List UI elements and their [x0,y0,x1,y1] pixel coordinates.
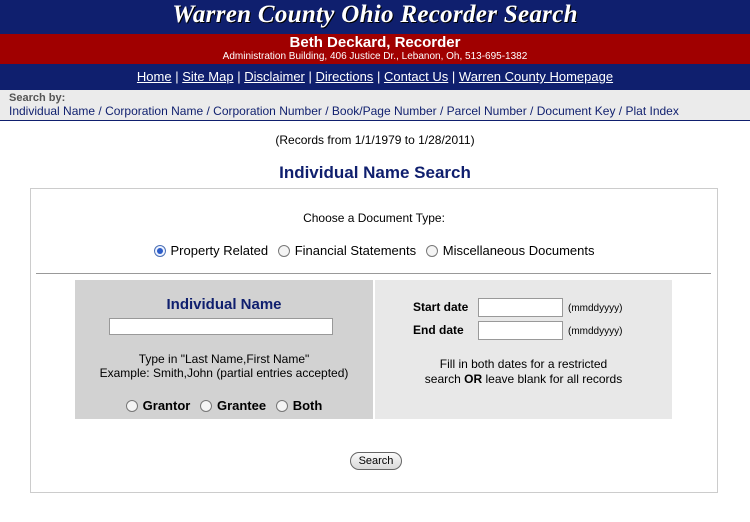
search-by-separator: / [618,104,623,118]
site-title: Warren County Ohio Recorder Search [172,1,578,28]
party-role-options [75,398,373,413]
date-note-post: leave blank for all records [482,372,623,386]
radio-icon[interactable] [426,245,438,257]
search-by-plat-index[interactable]: Plat Index [625,104,679,118]
doctype-label: Financial Statements [294,243,417,258]
search-by-separator: / [530,104,534,118]
name-entry-section [75,280,373,419]
radio-icon[interactable] [200,400,212,412]
name-section-title: Individual Name [166,296,282,313]
nav-link-site-map[interactable]: Site Map [182,69,234,84]
search-by-book-page-number[interactable]: Book/Page Number [331,104,437,118]
end-date-input[interactable] [478,321,563,340]
doctype-option-property-related[interactable] [154,243,272,258]
role-label: Grantor [142,398,191,413]
role-option-both[interactable] [276,398,323,413]
search-by-corporation-number[interactable]: Corporation Number [213,104,322,118]
date-note-pre: search [424,372,465,386]
search-by-bar [0,90,750,121]
role-label: Grantee [216,398,267,413]
search-by-separator: / [439,104,444,118]
nav-link-contact-us[interactable]: Contact Us [383,69,449,84]
recorder-banner [0,34,750,64]
name-hint-line-1: Type in "Last Name,First Name" [138,352,310,366]
search-by-corporation-name[interactable]: Corporation Name [105,104,204,118]
page-title: Individual Name Search [279,163,471,182]
name-format-hint [75,352,373,380]
nav-link-home[interactable]: Home [136,69,172,84]
search-by-separator: / [98,104,102,118]
radio-icon[interactable] [126,400,138,412]
radio-icon[interactable] [278,245,290,257]
end-date-row [413,321,622,340]
doctype-option-miscellaneous-documents[interactable] [426,243,595,258]
search-form-panel [30,188,718,493]
nav-link-disclaimer[interactable]: Disclaimer [244,69,305,84]
search-by-parcel-number[interactable]: Parcel Number [446,104,527,118]
end-date-label: End date [413,322,464,337]
name-hint-line-2: Example: Smith,John (partial entries accepted) [99,366,349,380]
nav-separator: | [175,69,179,84]
document-type-prompt: Choose a Document Type: [303,211,445,225]
search-by-separator: / [206,104,210,118]
start-date-input[interactable] [478,298,563,317]
search-by-label: Search by: [9,92,66,104]
top-nav [0,64,750,90]
doctype-option-financial-statements[interactable] [278,243,420,258]
records-range-note: (Records from 1/1/1979 to 1/28/2011) [275,133,475,147]
role-option-grantor[interactable] [126,398,194,413]
date-note-line-1: Fill in both dates for a restricted [439,357,608,371]
nav-link-directions[interactable]: Directions [315,69,374,84]
search-button[interactable]: Search [350,452,402,470]
radio-selected-icon[interactable] [154,245,166,257]
radio-icon[interactable] [276,400,288,412]
search-by-links [9,104,679,118]
individual-name-input[interactable] [109,318,333,335]
start-date-format-hint: (mmddyyyy) [568,302,623,314]
date-range-note [375,357,672,387]
start-date-row [413,298,622,317]
search-by-separator: / [325,104,329,118]
search-by-document-key[interactable]: Document Key [536,104,616,118]
site-title-banner [0,0,750,34]
section-divider [36,273,711,274]
doctype-label: Miscellaneous Documents [442,243,595,258]
doctype-label: Property Related [170,243,269,258]
nav-separator: | [308,69,312,84]
recorder-name: Beth Deckard, Recorder [289,34,461,51]
nav-separator: | [451,69,456,84]
document-type-options [31,243,717,258]
nav-separator: | [376,69,381,84]
nav-link-county-homepage[interactable]: Warren County Homepage [458,69,614,84]
role-label: Both [292,398,323,413]
search-by-individual-name[interactable]: Individual Name [9,104,96,118]
recorder-address: Administration Building, 406 Justice Dr., Lebanon, Oh, 513-695-1382 [222,51,528,62]
start-date-label: Start date [413,299,469,314]
date-note-or: OR [464,372,483,386]
role-option-grantee[interactable] [200,398,270,413]
date-range-section [375,280,672,419]
nav-separator: | [237,69,241,84]
end-date-format-hint: (mmddyyyy) [568,325,623,337]
